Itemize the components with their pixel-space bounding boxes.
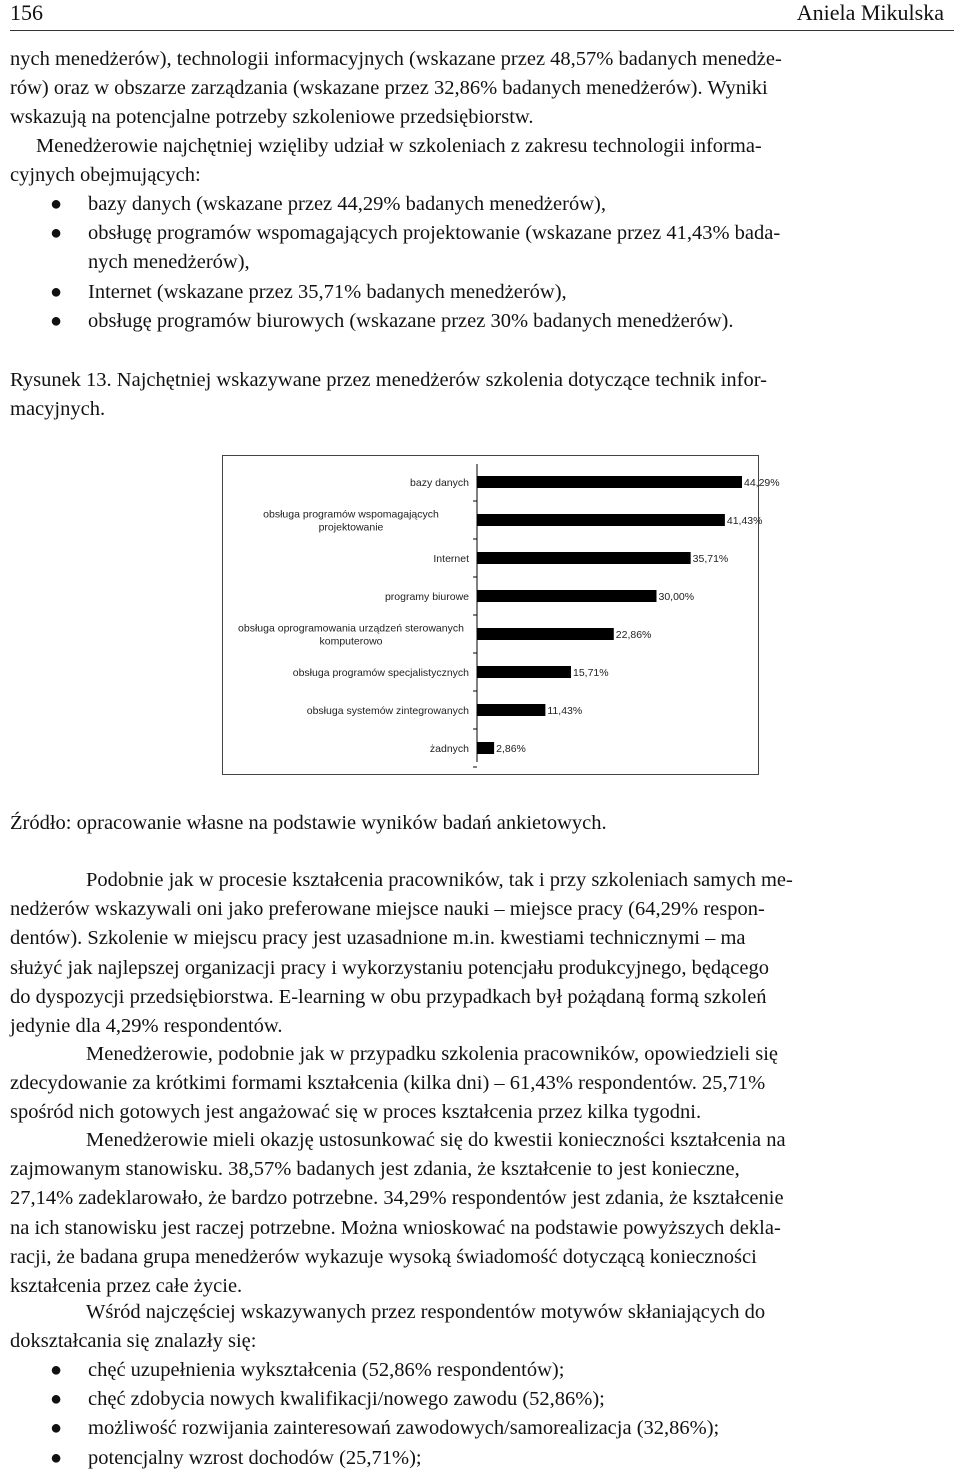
bar: [477, 476, 742, 488]
text-line: Menedżerowie, podobnie jak w przypadku szkolenia pracowników, opowiedzieli się: [86, 1043, 779, 1065]
text-line: dokształcania się znalazły się:: [10, 1330, 257, 1353]
bullet-icon: ●: [50, 280, 63, 303]
paragraph-continuation: [10, 45, 952, 133]
bar: [477, 666, 571, 678]
text-line: Wśród najczęściej wskazywanych przez respondentów motywów skłaniających do: [86, 1301, 766, 1323]
bullet-icon: ●: [50, 1417, 63, 1440]
text-line: Rysunek 13. Najchętniej wskazywane przez menedżerów szkolenia dotyczące technik infor-: [10, 369, 767, 391]
text-line: racji, że badana grupa menedżerów wykazuje wysoką świadomość dotyczącą konieczności: [10, 1245, 757, 1268]
bar-chart: [222, 455, 780, 775]
text-line: wskazują na potencjalne potrzeby szkoleniowe przedsiębiorstw.: [10, 106, 534, 129]
text-line: Menedżerowie najchętniej wzięliby udział w szkoleniach z zakresu technologii informa-: [36, 135, 762, 157]
list-item: ● możliwość rozwijania zainteresowań zawodowych/samorealizacja (32,86%);: [10, 1414, 952, 1443]
text-line: macyjnych.: [10, 398, 106, 421]
text-line: jedynie dla 4,29% respondentów.: [10, 1015, 283, 1038]
text-line: Menedżerowie mieli okazję ustosunkować się do kwestii konieczności kształcenia na: [86, 1129, 786, 1151]
list-item: ● chęć uzupełnienia wykształcenia (52,86% respondentów);: [10, 1356, 952, 1385]
source-note: Źródło: opracowanie własne na podstawie wyników badań ankietowych.: [10, 812, 607, 834]
bullet-icon: ●: [50, 193, 63, 215]
paragraph-it-trainings: [10, 132, 952, 190]
bar: [477, 628, 614, 640]
data-label: 15,71%: [572, 667, 609, 679]
text-line: Podobnie jak w procesie kształcenia pracowników, tak i przy szkoleniach samych me-: [86, 869, 793, 891]
text-line: dentów). Szkolenie w miejscu pracy jest uzasadnione m.in. kwestiami technicznymi – ma: [10, 927, 746, 950]
list-item: ● Internet (wskazane przez 35,71% badanych menedżerów),: [10, 278, 952, 307]
category-label: Internet: [433, 553, 469, 565]
paragraph-training-necessity: [10, 1126, 952, 1301]
figure-caption: [10, 366, 952, 424]
text-line: nych menedżerów), technologii informacyjnych (wskazane przez 48,57% badanych menedże-: [10, 48, 782, 70]
text-line: na ich stanowisku jest raczej potrzebne. Można wnioskować na podstawie powyższych dekla-: [10, 1216, 781, 1239]
list-item: ● bazy danych (wskazane przez 44,29% badanych menedżerów),: [10, 190, 952, 219]
category-label: obsługa programów specjalistycznych: [292, 667, 469, 679]
paragraph-training-location: [10, 866, 952, 1041]
bullet-icon: ●: [50, 1388, 63, 1411]
data-label: 35,71%: [692, 553, 729, 565]
text-line: rów) oraz w obszarze zarządzania (wskazane przez 32,86% badanych menedżerów). Wyniki: [10, 77, 768, 100]
text-line: do dyspozycji przedsiębiorstwa. E-learning w obu przypadkach był pożądaną formą szkoleń: [10, 985, 767, 1008]
bullet-icon: ●: [50, 309, 63, 332]
list-item: ● potencjalny wzrost dochodów (25,71%);: [10, 1444, 952, 1473]
bullet-icon: ●: [50, 1359, 63, 1381]
list-item: ● obsługę programów wspomagających projektowanie (wskazane przez 41,43% bada-: [10, 219, 952, 248]
list-item: ● obsługę programów biurowych (wskazane przez 30% badanych menedżerów).: [10, 307, 952, 336]
list-item-continuation: nych menedżerów),: [88, 251, 250, 274]
bullet-list-it-trainings: [10, 190, 952, 336]
data-label: 41,43%: [726, 515, 763, 527]
data-label: 11,43%: [547, 705, 583, 717]
category-label: programy biurowe: [384, 591, 469, 603]
text-line: 27,14% zadeklarowało, że bardzo potrzebne. 34,29% respondentów jest zdania, że kształcenie: [10, 1187, 784, 1210]
paragraph-training-duration: [10, 1040, 952, 1128]
category-label: bazy danych: [410, 477, 469, 489]
data-label: 30,00%: [658, 591, 695, 603]
bullet-icon: ●: [50, 1446, 63, 1469]
category-label: obsługa systemów zintegrowanych: [306, 705, 469, 717]
page-number: 156: [10, 0, 43, 25]
running-header: [10, 0, 954, 31]
text-line: kształcenia przez całe życie.: [10, 1275, 243, 1298]
data-label: 22,86%: [615, 629, 652, 641]
bar: [477, 590, 656, 602]
bar: [477, 514, 725, 526]
text-line: cyjnych obejmujących:: [10, 164, 201, 187]
category-label: obsługa programów wspomagających projektowanie: [263, 508, 439, 534]
paragraph-motives: [10, 1298, 952, 1356]
text-line: zajmowanym stanowisku. 38,57% badanych jest zdania, że kształcenie to jest konieczne,: [10, 1158, 740, 1181]
text-line: zdecydowanie za krótkimi formami kształcenia (kilka dni) – 61,43% respondentów. 25,71%: [10, 1072, 766, 1095]
text-line: służyć jak najlepszej organizacji pracy i wykorzystaniu potencjału produkcyjnego, będącego: [10, 956, 769, 979]
data-label: 2,86%: [496, 743, 526, 755]
bullet-icon: ●: [50, 222, 63, 245]
data-label: 44,29%: [744, 477, 780, 489]
bar: [477, 742, 494, 754]
text-line: nedżerów wskazywali oni jako preferowane miejsce nauki – miejsce pracy (64,29% respon-: [10, 898, 765, 921]
list-item: ● chęć zdobycia nowych kwalifikacji/nowego zawodu (52,86%);: [10, 1385, 952, 1414]
bar: [477, 704, 545, 716]
chart-canvas: [223, 456, 780, 774]
bar: [477, 552, 691, 564]
running-author: Aniela Mikulska: [796, 0, 944, 25]
category-label: obsługa oprogramowania urządzeń sterowanych komputerowo: [238, 622, 464, 648]
bullet-list-motives: [10, 1356, 952, 1473]
text-line: spośród nich gotowych jest angażować się w proces kształcenia przez kilka tygodni.: [10, 1101, 702, 1124]
category-label: żadnych: [429, 743, 469, 755]
